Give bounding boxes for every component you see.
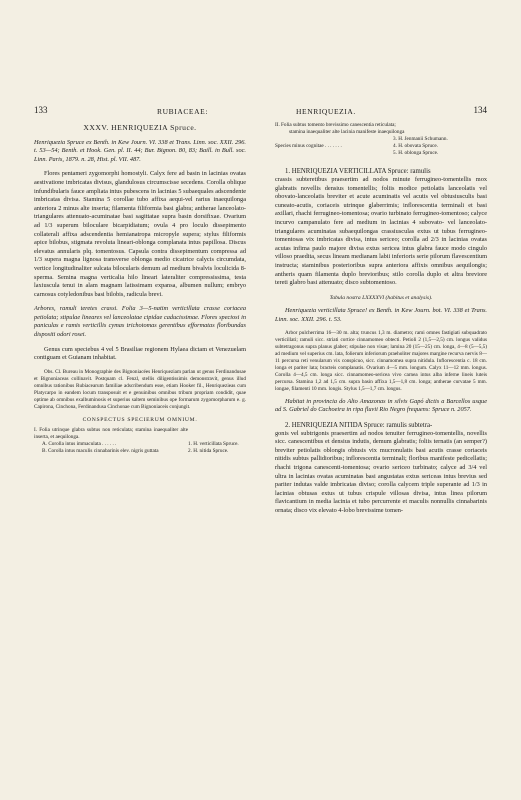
key-species: 5. H. oblonga Spruce. — [393, 150, 439, 156]
species-2-title: 2. HENRIQUEZIA NITIDA Spruce: ramulis subtetra- — [285, 421, 433, 429]
key-species: 4. H. obovata Spruce. — [393, 143, 438, 149]
conspectus-title: CONSPECTUS SPECIERUM OMNIUM. — [82, 416, 198, 423]
key-species: 3. H. Jenmanii Schumann. — [393, 136, 448, 142]
genus-synonymy: Henriquezia Spruce ex Benth. in Kew Journ. VI. 338 et Trans. Linn. soc. XXII. 296. t. 53—54; Benth. et Hook. Gen. pl. II. 44; Bur. Bignon. 80, 83; Baill. in Bull. soc. Linn. Paris, 1879. n. 28, Hist. pl. VII. 487. — [34, 138, 246, 163]
running-head-left: RUBIACEAE: — [157, 107, 208, 116]
species-1-title: 1. HENRIQUEZIA VERTICILLATA Spruce: ramulis — [285, 168, 431, 175]
plate-reference: Tabula nostra LXXXXVI (habitus et analysis). — [329, 294, 433, 301]
key-species: 1. H. verticillata Spruce. — [188, 441, 239, 448]
key-line — [34, 427, 246, 441]
genus-range: Genus cum speciebus 4 vel 5 Brasiliae regionem Hylaea dictam et Venezuelam contiguam et Guianam inhabitat. — [34, 345, 246, 362]
key-label: A. Corolla intus immaculata . . . . . . — [42, 441, 117, 448]
key-line: II. Folia subtus tomento brevissimo canescentia reticulata; — [275, 122, 396, 128]
key-label: B. Corolla intus maculis cinnabarinis elev. nigris guttata — [42, 448, 159, 455]
species-1-habitat: Habitat in provincia do Alto Amazonas in silvis Gapó dictis a Barcellos usque ad S. Gabriel do Cachoeira in ripa fluvii Rio Negro frequens: Spruce n. 2057. — [275, 397, 487, 414]
key-group — [275, 136, 487, 157]
species-1-details: Arbor pulcherrima 16—30 m. alta; truncus 1,3 m. diametro; rami omnes fastigiati subquadrato verticillati; ramuli sicc. striati cortice cinnamomeo obtecti. Petioli 2 (1,5—2,5) cm. longus validus subtetragonus supra planus glaber; stipulae non visae; lamina 20 (15—25) cm. longa, 4—8 (5—5,5) ad medium vel superius cm. lata, folierum inferiorum praeholiter majores margine recurva nervis 8—11 percursa reti venularum vix conspicuo, sicc. cinnamomea supra nitidula. Inflorescentia c. 18 cm. longa et pariter lata; bracteis complanatis. Ovarium 4—5 mm. longum. Calyx 11—12 mm. longus. Corolla 4—4,5 cm. longa sicc. cinnamomeo-sericea vivo carnea intus alba inferne lineis luteis percursa. Stamina 1,2 ad 1,5 cm. supra basin affixa 1,5—1,8 cm. longa; antherae curvatae 5 mm. longae, filamenti 10 mm. longis. Stylus 1,5—1,7 cm. longus. — [275, 329, 487, 392]
page-header — [34, 105, 487, 121]
genus-description: Flores pentameri zygomorphi homostyli. Calyx fere ad basin in lacinias ovatas aestivatione imbricatas divisus, glandulosus circumscisse secedens. Corolla oblique infundibularis fauce ampliata intus pubescens in lacinias 5 subaequales adscendente imbricatas divisa. Stamina 5 corollae tubo affixa aequi-vel rarius inaequilonga anteriora 2 minus alte inserta; filamenta filiformia basi glabra; antherae lanceolato-triangulares attenuato-acuminatae basi sagittatae supra basin dorsifixae. Ovarium ad 1/3 superum biloculare bicarpidiatum; ovula 4 pro loculo dissepimento collaterali affixa adscendentia hemianatropa micropyle supera; stylus filiformis apice bilobus, stigmata revoluta lineari-oblonga complanata intus papillosa. Discus elevatus annularis plq. tomentosus. Capsula contra dissepimentum compressa ad 1/3 supera magna lignosa transverse oblonga medio cicatrice calycis circumdata, vertice longitudinaliter sulcata bilocularis demum ad medium bivalvis loculicida 8-sperma. Semina magna verticalia hilo lineari lateraliter compressissima, testa laxiuscula tenui in alam magnam latissimam expansa, albumen nullum; embryo carnosus cotyledonibus basi bilobis, radicula brevi. — [34, 170, 246, 298]
key-group-label: Species minus cognitae . . . . . . . — [275, 143, 342, 149]
species-1-synonymy: Henriquezia verticillata Spruce! ex Benth. in Kew Journ. bot. VI. 338 et Trans. Linn. soc. XXII. 296. t. 53. — [275, 307, 487, 323]
running-head-right: HENRIQUEZIA. — [296, 107, 356, 116]
genus-title: XXXV. HENRIQUEZIA Spruce. — [83, 123, 197, 132]
left-column — [34, 122, 246, 455]
habit-description: Arbores, ramuli teretes crassi. Folia 3—5-natim verticillata crasse coriacea petiolata; stipulae lineares vel lanceolatae cipidae caducissimae. Flores speciosi in paniculas e ramis verticillis cymas trichotomas gerentibus efformatas floribundas dispositi odori rosei. — [34, 305, 246, 339]
species-1-description: crassis subteretibus praesertim ad nodos minute ferrugineo-tomentellis mox glabratis novellis densius tomentellis; foliis modice petiolatis lanceolatis vel obovato-lanceolatis breviter et acute acuminatis vel acutis vel obtusiusculis basi cuneato-acutis, coriaceis utrinque glaberrimis; inflorescentia terminali et basi axillari, rhachi ferrugineo-tomentosa; ovario turbinato ferrugineo-tomentoso; calyce incurvo campanulato fere ad medium in lacinias 4 subovato- vel lanceolato-triangulares acuminatas subaequilongas crassiusculas extus ut tubus ferrugineo-tomentosas vix imbricatas divisa, intus sericeo; corolla ad 2/3 in lacinias ovatas acutas infima paulo majore divisa extus sericea intus glabra fauce modo cingulo villoso praedita, secus lineam medianam labii inferioris serie pilorum flavescentium instructa; staminibus posterioribus supra anteriora affixis omnibus aequilongis; antheris quam filamenta duplo brevioribus; stilo corolla duplo et altra breviore tereti glabro basi attenuato; disco subtomentoso. — [275, 176, 487, 287]
key-label: I. Folia utrinque glabra subtus non reticulata; stamina inaequaliter alte inserta, et aequilonga. — [34, 427, 188, 441]
page-number-left: 133 — [34, 105, 48, 115]
key-line: stamina inaequaliter alte lacinia manifeste inaequilonga — [289, 129, 405, 135]
observation-note: Obs. Cl. Bureau in Monographie des Bignoniacées Henriqueziam parlan ut genus Ferdinandusae et Bignoniaceas collinavit. Postquam cl. Fenzl, stellis diligentissimis demonstravit, genus illud omnibus rationibus Rubiacearum familiae adscribendum esse, etiam Hooker fil., Henriquezieas cum Platycarpo in eandem locum transposuit et e genuinibus omnibus tribum propriam condidit, quae optime ab omnibus exalbuminosis et superius saltem seminibus ope formarum zygomorpharum e. g. Capirona, Cinchona, Ferdinandusa Cinchonae cum Bignoniaceis conjungit. — [34, 368, 246, 410]
page-number-right: 134 — [473, 105, 487, 115]
key-continued — [275, 122, 487, 157]
right-column — [275, 122, 487, 522]
species-2-description: gonis vel subtrigonis praesertim ad nodos tenuiter ferrugineo-tomentellis, novellis sicc. canescentibus et densius indutis, demum glabratis; foliis ternatis (an semper?) breviter petiolatis oblongis obtusis vix mucronulatis basi acutis crasse coriaceis nitidis subtus pallidioribus; inflorescentia terminali; floribus manifeste pedicellatis; rhachi trigona canescenti-tomentosa; ovario sericeo turbinato; calyce ad 3/4 vel ultra in lacinias ovatas acuminatas basi angustatas extus sericeas intus brevius sed pariter indutas valde imbricatas diviso; corolla calycem triple superante ad 1/3 in lacinias obtusas extus ut tubus crispule villosas divisa, intus linea pilorum flavicantium in media lacinia et tubo percurrente et maculis nonnullis cinnabarinis ornata; disco vix elevato 4-lobo brevissime tomen- — [275, 429, 487, 515]
key-line — [34, 441, 246, 448]
key-species: 2. H. nitida Spruce. — [188, 448, 229, 455]
key-line — [34, 448, 246, 455]
